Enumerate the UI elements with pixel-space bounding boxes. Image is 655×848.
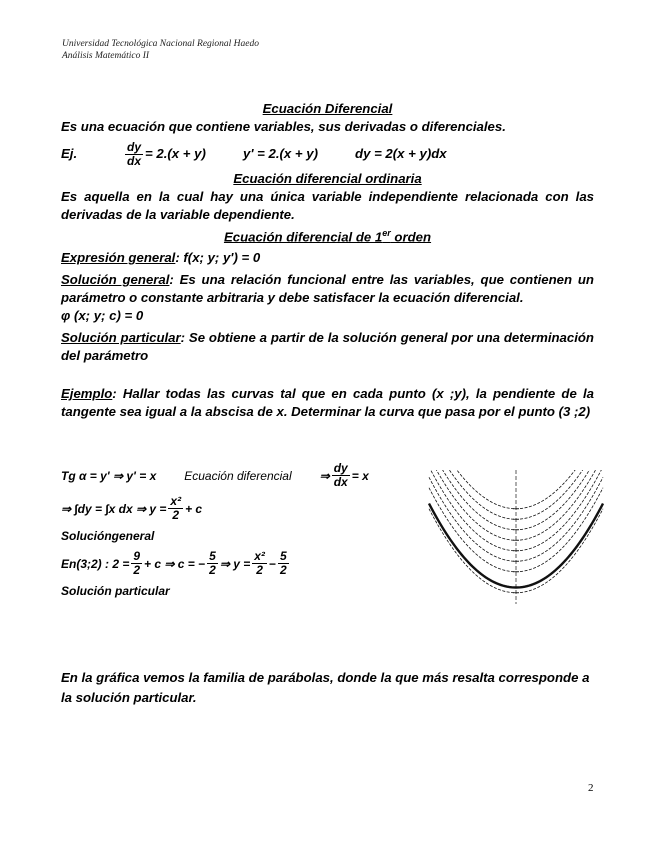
solucion-general: Solución general: Es una relación funcional entre las variables, que contienen un parámetro o constante arbitraria y debe satisfacer la ecuación diferencial. [61,272,594,306]
definition-ecuacion-diferencial: Es una ecuación que contiene variables, sus derivadas o diferenciales. [61,119,506,134]
solution-line-1: Tg α = y' ⇒ y' = x Ecuación diferencial ⇒ $\frac{dy}{dx}$ = x [61,461,369,489]
solucion-general-formula: φ (x; y; c) = 0 [61,308,144,324]
main-content [61,100,594,421]
header-subject: Análisis Matemático II [62,51,150,61]
definition-ordinaria: Es aquella en la cual hay una única variable independiente relacionada con las derivadas de la variable dependiente. [61,189,594,222]
fraction-dy-dx: $\frac{dy}{dx}$ [127,139,142,168]
equation-1-rhs: = 2.(x + y) [145,146,206,161]
closing-paragraph: En la gráfica vemos la familia de parábolas, donde la que más resalta corresponde a la solución particular. [61,670,590,705]
section-title-ordinaria: Ecuación diferencial ordinaria [233,171,422,186]
document-header [62,38,259,62]
solucion-particular-label: Solución particular [61,330,181,346]
label-solucion-particular: Solución particular [61,584,170,598]
header-university: Universidad Tecnológica Nacional Regional Haedo [62,39,260,49]
solucion-general-label: Solución general [61,272,170,288]
example-equations-row [61,138,594,170]
example-label: Ejemplo [61,386,113,402]
expresion-general-label: Expresión general [61,250,176,266]
expresion-general-formula: f(x; y; y') = 0 [183,250,261,266]
equation-3: dy = 2(x + y)dx [355,146,447,161]
ej-label: Ej. [61,146,78,161]
equation-2: y' = 2.(x + y) [243,146,318,161]
section-title-primer-orden: Ecuación diferencial de 1er orden [223,228,432,245]
solution-line-3: En(3;2) : 2 = $\frac{9}{2}$ + c ⇒ c = − $\frac{5}{2}$ ⇒ y = $\frac{\text{x²}}{2}$ − $\frac{5}{2}$ [61,549,287,577]
expresion-general: Expresión general: f(x; y; y') = 0 [61,250,261,266]
parabola-family-chart [425,470,607,608]
example-solution [61,462,421,605]
solucion-particular: Solución particular: Se obtiene a partir de la solución general por una determinación del parámetro [61,330,594,364]
page-number: 2 [588,782,594,794]
example-statement: Ejemplo: Hallar todas las curvas tal que en cada punto (x ;y), la pendiente de la tangente sea igual a la abscisa de x. Determinar la curva que pasa por el punto (3 ;2) [61,386,594,420]
ecuacion-diferencial-label: Ecuación diferencial [184,468,292,483]
label-solucion-general: Solucióngeneral [61,529,155,543]
section-title-ecuacion-diferencial: Ecuación Diferencial [262,101,393,116]
solution-line-2: ⇒ ∫dy = ∫x dx ⇒ y = $\frac{\text{x²}}{2}$ + c [61,494,203,522]
